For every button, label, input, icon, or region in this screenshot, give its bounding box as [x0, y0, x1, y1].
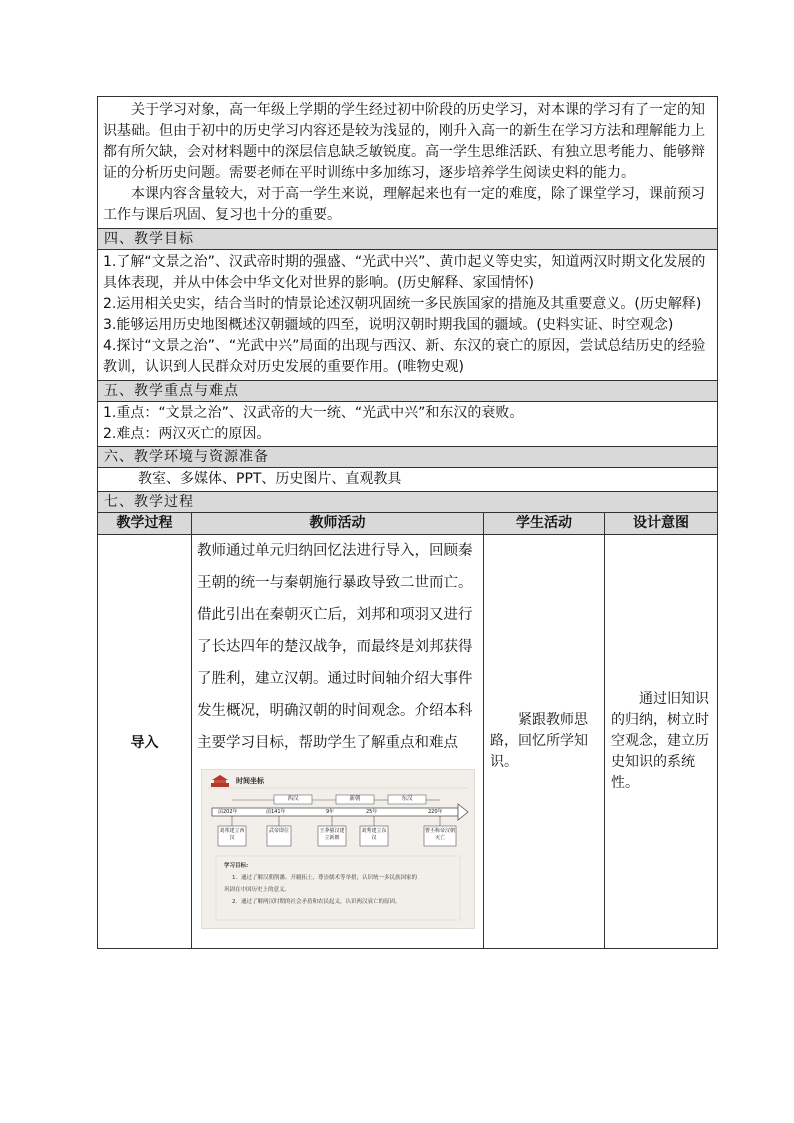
intro-paragraph-1: 关于学习对象，高一年级上学期的学生经过初中阶段的历史学习，对本课的学习有了一定的知识基础。但由于初中的历史学习内容还是较为浅显的，刚升入高一的新生在学习方法和理解能力上都有所欠缺，会对材料题中的深层信息缺乏敏锐度。高一学生思维活跃、有独立思考能力、能够辩证的分析历史问题。需要老师在平时训练中多加练习，逐步培养学生阅读史料的能力。 — [103, 102, 705, 181]
student-activity-text: 紧跟教师思路，回忆所学知识。 — [490, 712, 588, 770]
section5-title: 五、教学重点与难点 — [98, 381, 718, 402]
tick-1: 前202年 — [218, 809, 238, 815]
objective-3: 3.能够运用历史地图概述汉朝疆域的四至，说明汉朝时期我国的疆域。(史料实证、时空观念) — [103, 317, 674, 333]
goal-line-3: 2．通过了解两汉时期的社会矛盾和农民起义，认识两汉衰亡的原因。 — [232, 899, 401, 905]
tick-4: 25年 — [366, 809, 378, 815]
section5-header — [98, 381, 718, 402]
intro-row — [98, 97, 718, 229]
design-intent-text: 通过旧知识的归纳，树立时空观念，建立历史知识的系统性。 — [611, 691, 709, 791]
period-donghan: 东汉 — [401, 796, 413, 802]
design-intent-cell — [605, 535, 718, 949]
event-3: 王莽篡汉建立新朝 — [319, 828, 345, 841]
event-2: 武帝即位 — [268, 828, 289, 834]
stage-label: 导入 — [98, 535, 192, 949]
section6-title: 六、教学环境与资源准备 — [98, 447, 718, 468]
goals-title: 学习目标: — [224, 863, 249, 869]
section6-header — [98, 447, 718, 468]
timeline-arrowhead — [458, 804, 468, 820]
teacher-activity-text: 教师通过单元归纳回忆法进行导入，回顾秦王朝的统一与秦朝施行暴政导致二世而亡。借此引出在秦朝灭亡后，刘邦和项羽又进行了长达四年的楚汉战争，而最终是刘邦获得了胜利，建立汉朝。通过时间轴介绍大事件发生概况，明确汉朝的时间观念。介绍本科主要学习目标，帮助学生了解重点和难点 — [197, 543, 473, 751]
timeline-title: 时间坐标 — [236, 777, 264, 785]
lesson-plan-table — [97, 96, 718, 949]
section4-header — [98, 229, 718, 250]
section4-row — [98, 250, 718, 381]
objective-1: 1.了解“文景之治”、汉武帝时期的强盛、“光武中兴”、黄巾起义等史实，知道两汉时期文化发展的具体表现，并从中体会中华文化对世界的影响。(历史解释、家国情怀) — [103, 254, 706, 291]
header-intent: 设计意图 — [605, 513, 718, 535]
process-row-intro — [98, 535, 718, 949]
goal-line-2: 巩固在中国历史上的意义。 — [224, 887, 291, 893]
student-activity-cell — [484, 535, 605, 949]
section7-header — [98, 492, 718, 513]
resources-text: 教室、多媒体、PPT、历史图片、直观教具 — [138, 471, 402, 487]
event-4: 刘秀建立东汉 — [361, 828, 387, 841]
teacher-activity-cell — [192, 535, 484, 949]
header-student: 学生活动 — [484, 513, 605, 535]
key-point: 1.重点：“文景之治”、汉武帝的大一统、“光武中兴”和东汉的衰败。 — [103, 405, 524, 421]
section5-row — [98, 402, 718, 447]
section6-row — [98, 468, 718, 492]
objective-4: 4.探讨“文景之治”、“光武中兴”局面的出现与西汉、新、东汉的衰亡的原因，尝试总结历史的经验教训，认识到人民群众对历史发展的重要作用。(唯物史观) — [103, 338, 706, 375]
difficult-point: 2.难点：两汉灭亡的原因。 — [103, 426, 271, 442]
tick-2: 前141年 — [266, 809, 286, 815]
timeline-figure — [201, 769, 475, 929]
section7-title: 七、教学过程 — [98, 492, 718, 513]
tick-5: 220年 — [428, 809, 443, 815]
section4-title: 四、教学目标 — [98, 229, 718, 250]
process-column-headers — [98, 513, 718, 535]
period-xihan: 西汉 — [287, 796, 299, 802]
event-5: 曹丕称帝汉朝灭亡 — [425, 828, 456, 841]
header-teacher: 教师活动 — [192, 513, 484, 535]
tick-3: 9年 — [326, 809, 335, 815]
header-stage: 教学过程 — [98, 513, 192, 535]
timeline-bar — [212, 808, 458, 816]
period-xin: 新朝 — [349, 796, 361, 802]
intro-paragraph-2: 本课内容含量较大，对于高一学生来说，理解起来也有一定的难度，除了课堂学习，课前预习工作与课后巩固、复习也十分的重要。 — [103, 186, 705, 223]
objective-2: 2.运用相关史实，结合当时的情景论述汉朝巩固统一多民族国家的措施及其重要意义。(历史解释) — [103, 296, 702, 312]
event-1: 刘邦建立西汉 — [219, 828, 245, 841]
goal-line-1: 1．通过了解汉朝削藩、开疆拓土、尊崇儒术等举措，认识统一多民族国家的 — [232, 875, 418, 881]
